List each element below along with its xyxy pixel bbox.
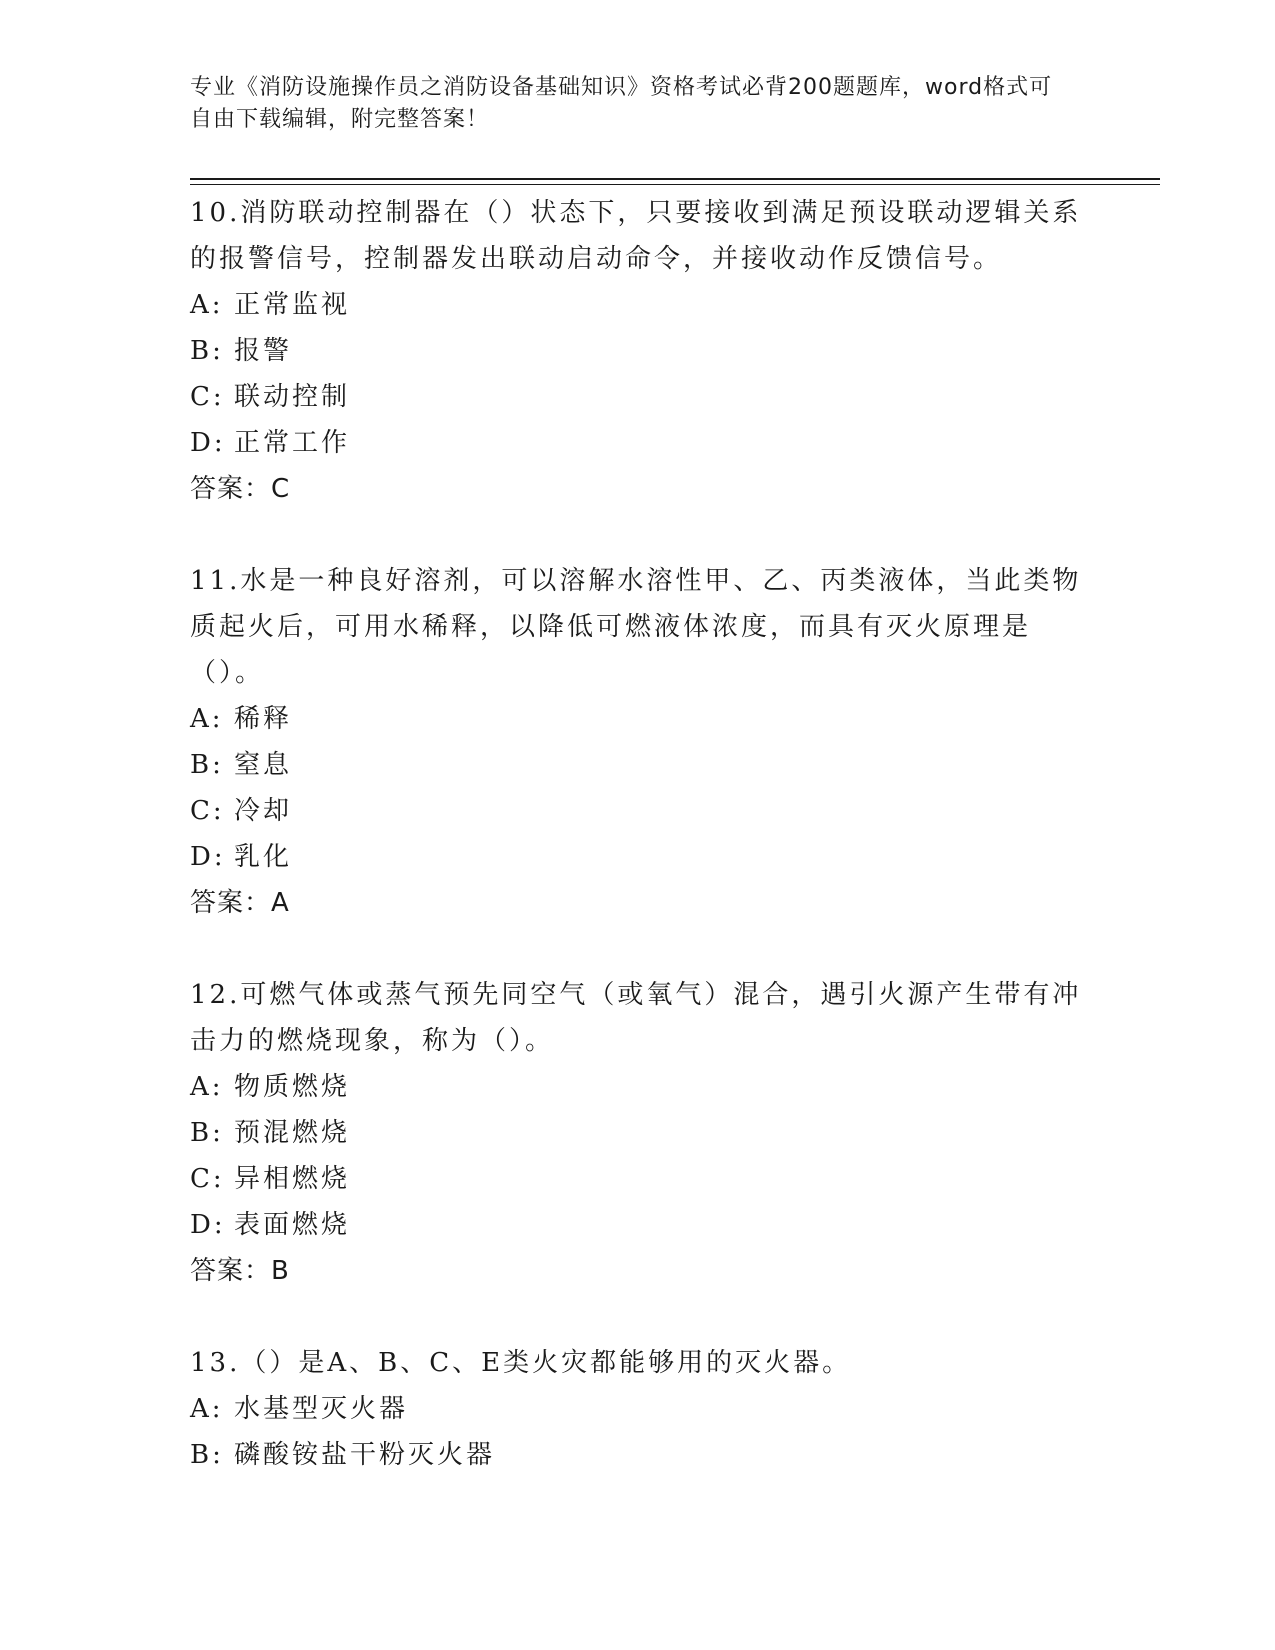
option-key: A: xyxy=(190,1072,224,1102)
option-key: A: xyxy=(190,1394,224,1424)
question-10 xyxy=(190,190,1090,512)
option-d xyxy=(190,1202,1090,1248)
option-key: B: xyxy=(190,750,224,780)
option-text: 联动控制 xyxy=(234,382,351,412)
option-key: D: xyxy=(190,428,226,458)
option-c xyxy=(190,374,1090,420)
option-text: 稀释 xyxy=(234,704,293,734)
question-12 xyxy=(190,972,1090,1294)
option-key: B: xyxy=(190,1118,224,1148)
header-divider-thick xyxy=(190,178,1160,180)
option-d xyxy=(190,420,1090,466)
option-a xyxy=(190,282,1090,328)
option-text: 表面燃烧 xyxy=(234,1210,351,1240)
option-text: 正常工作 xyxy=(234,428,351,458)
question-stem: 12.可燃气体或蒸气预先同空气（或氧气）混合，遇引火源产生带有冲击力的燃烧现象，称为（）。 xyxy=(190,980,1082,1056)
option-a xyxy=(190,1386,1090,1432)
option-text: 冷却 xyxy=(234,796,293,826)
option-b xyxy=(190,742,1090,788)
option-key: C: xyxy=(190,796,225,826)
question-11 xyxy=(190,558,1090,926)
option-key: D: xyxy=(190,842,226,872)
option-key: A: xyxy=(190,290,224,320)
option-a xyxy=(190,1064,1090,1110)
header-divider-thin xyxy=(190,184,1160,185)
option-text: 异相燃烧 xyxy=(234,1164,351,1194)
option-d xyxy=(190,834,1090,880)
option-key: B: xyxy=(190,1440,224,1470)
answer-line: 答案：B xyxy=(190,1256,290,1286)
option-key: C: xyxy=(190,1164,225,1194)
option-text: 物质燃烧 xyxy=(234,1072,351,1102)
question-stem: 13.（）是A、B、C、E类火灾都能够用的灭火器。 xyxy=(190,1348,852,1378)
option-text: 水基型灭火器 xyxy=(234,1394,409,1424)
option-text: 报警 xyxy=(234,336,293,366)
option-key: D: xyxy=(190,1210,226,1240)
answer-line: 答案：A xyxy=(190,888,290,918)
question-stem: 11.水是一种良好溶剂，可以溶解水溶性甲、乙、丙类液体，当此类物质起火后，可用水稀释，以降低可燃液体浓度，而具有灭火原理是（）。 xyxy=(190,566,1082,688)
option-b xyxy=(190,1110,1090,1156)
answer-line: 答案：C xyxy=(190,474,291,504)
document-header: 专业《消防设施操作员之消防设备基础知识》资格考试必背200题题库，word格式可自由下载编辑，附完整答案！ xyxy=(190,75,1053,132)
option-text: 磷酸铵盐干粉灭火器 xyxy=(234,1440,496,1470)
option-text: 窒息 xyxy=(234,750,293,780)
option-text: 乳化 xyxy=(234,842,293,872)
option-c xyxy=(190,1156,1090,1202)
option-a xyxy=(190,696,1090,742)
question-13 xyxy=(190,1340,1090,1478)
question-list xyxy=(190,190,1090,1524)
option-text: 预混燃烧 xyxy=(234,1118,351,1148)
option-key: B: xyxy=(190,336,224,366)
option-key: C: xyxy=(190,382,225,412)
option-c xyxy=(190,788,1090,834)
question-stem: 10.消防联动控制器在（）状态下，只要接收到满足预设联动逻辑关系的报警信号，控制器发出联动启动命令，并接收动作反馈信号。 xyxy=(190,198,1082,274)
option-b xyxy=(190,1432,1090,1478)
option-b xyxy=(190,328,1090,374)
option-text: 正常监视 xyxy=(234,290,351,320)
option-key: A: xyxy=(190,704,224,734)
